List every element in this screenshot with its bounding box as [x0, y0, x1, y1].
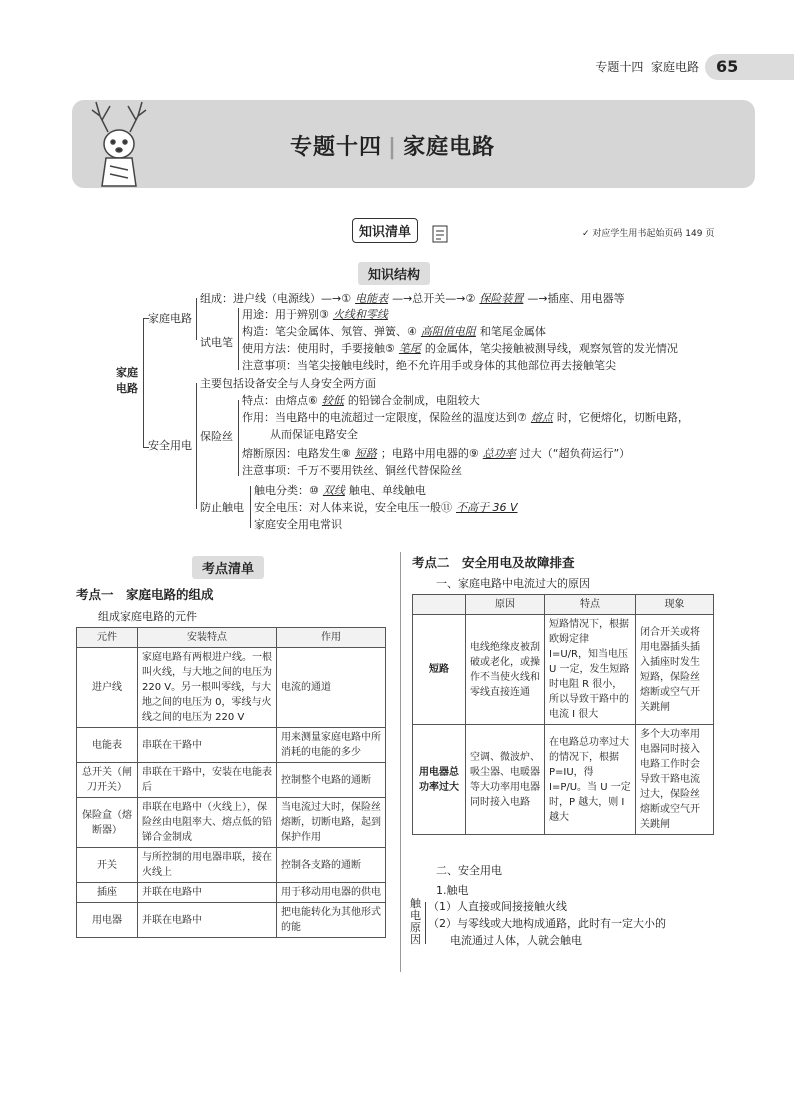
- tree-safety: 安全用电: [148, 439, 192, 452]
- brace-line: [196, 298, 197, 340]
- table-cell: 保险盒（熔断器）: [77, 798, 138, 848]
- table-row: [413, 615, 714, 725]
- table-row: [77, 728, 386, 763]
- chapter-number: 专题十四: [290, 135, 383, 160]
- table-row: [77, 848, 386, 883]
- table-row: [77, 798, 386, 848]
- chapter-name: 家庭电路: [403, 135, 496, 160]
- page-reference-text: 对应学生用书起始页码 149 页: [592, 229, 715, 239]
- tree-fuse-role-cont: 从而保证电路安全: [270, 428, 358, 441]
- tree-tester-use: 用途：用于辨别③ 火线和零线: [242, 308, 388, 321]
- page-reference-note: [582, 226, 714, 239]
- point1-heading: 考点一 家庭电路的组成: [76, 587, 214, 602]
- tree-tester: 试电笔: [200, 336, 233, 349]
- column-header: 作用: [277, 628, 386, 648]
- column-header: 元件: [77, 628, 138, 648]
- table-cell: 用电器: [77, 903, 138, 938]
- table-cell: 用来测量家庭电路中所消耗的电能的多少: [277, 728, 386, 763]
- brace-line: [238, 400, 239, 476]
- point2-heading: 考点二 安全用电及故障排查: [412, 555, 575, 570]
- table-cell: 进户线: [77, 648, 138, 728]
- table-cell: 当电流过大时，保险丝熔断，切断电路，起到保护作用: [277, 798, 386, 848]
- table-cell: 空调、微波炉、吸尘器、电暖器等大功率用电器同时接入电路: [466, 725, 545, 835]
- deer-mascot-icon: [80, 94, 160, 194]
- shock-cause-2-cont: 电流通过人体，人就会触电: [450, 934, 582, 947]
- tree-fuse-feature: 特点：由熔点⑥ 较低 的铅锑合金制成，电阻较大: [242, 394, 480, 407]
- table-cell: 用电器总功率过大: [413, 725, 466, 835]
- notebook-icon: [430, 224, 452, 244]
- components-table: [76, 627, 386, 938]
- table-cell: 用于移动用电器的供电: [277, 883, 386, 903]
- tree-root: 家庭电路: [116, 366, 138, 395]
- brace-line: [196, 383, 197, 509]
- tree-composition: 组成：进户线（电源线）—→① 电能表 —→总开关—→② 保险装置 —→插座、用电器等: [200, 292, 625, 305]
- table-row: [77, 648, 386, 728]
- table-row: [77, 883, 386, 903]
- tree-common-sense: 家庭安全用电常识: [254, 518, 342, 531]
- running-header: [595, 58, 699, 75]
- brace-line: [250, 486, 251, 528]
- tree-tester-caution: 注意事项：当笔尖接触电线时，绝不允许用手或身体的其他部位再去接触笔尖: [242, 359, 616, 372]
- table-cell: 串联在电路中（火线上），保险丝由电阻率大、熔点低的铅锑合金制成: [138, 798, 277, 848]
- table-cell: 并联在电路中: [138, 903, 277, 938]
- sub-heading-2: 二、安全用电: [436, 864, 502, 877]
- column-divider: [400, 552, 401, 972]
- table-cell: 短路情况下，根据欧姆定律 I=U/R，知当电压 U 一定，发生短路时电阻 R 很小，所以导致干路中的电流 I 很大: [545, 615, 636, 725]
- column-header: 安装特点: [138, 628, 277, 648]
- tree-fuse-blow: 熔断原因：电路发生⑧ 短路 ；电路中用电器的⑨ 总功率 过大（“超负荷运行”）: [242, 447, 631, 460]
- tree-fuse-caution: 注意事项：千万不要用铁丝、铜丝代替保险丝: [242, 464, 462, 477]
- column-header: 现象: [636, 595, 714, 615]
- table-cell: 总开关（闸刀开关）: [77, 763, 138, 798]
- check-icon: ✓: [582, 229, 590, 239]
- diagonal-header-cell: [413, 595, 466, 615]
- header-title: 家庭电路: [650, 60, 699, 74]
- table-cell: 串联在干路中: [138, 728, 277, 763]
- table-cell: 电能表: [77, 728, 138, 763]
- tree-tester-build: 构造：笔尖金属体、氖管、弹簧、④ 高阻值电阻 和笔尾金属体: [242, 325, 546, 338]
- table-cell: 控制各支路的通断: [277, 848, 386, 883]
- sub-heading-2-1: 1.触电: [436, 884, 469, 897]
- header-chapter: 专题十四: [595, 60, 644, 74]
- table-row: [413, 725, 714, 835]
- column-header: 特点: [545, 595, 636, 615]
- table-cell: 闭合开关或将用电器插头插入插座时发生短路，保险丝熔断或空气开关跳闸: [636, 615, 714, 725]
- tree-fuse: 保险丝: [200, 430, 233, 443]
- knowledge-structure-title: 知识结构: [358, 262, 430, 285]
- tree-shock-prevention: 防止触电: [200, 501, 244, 514]
- column-header: 原因: [466, 595, 545, 615]
- table-cell: 家庭电路有两根进户线。一根叫火线，与大地之间的电压为 220 V。另一根叫零线，与大地之间的电压为 0，零线与火线之间的电压为 220 V: [138, 648, 277, 728]
- table-cell: 与所控制的用电器串联，接在火线上: [138, 848, 277, 883]
- tree-fuse-role: 作用：当电路中的电流超过一定限度，保险丝的温度达到⑦ 熔点 时，它便熔化，切断电路，: [242, 411, 689, 424]
- overcurrent-table: [412, 594, 714, 835]
- table-cell: 多个大功率用电器同时接入电路工作时会导致干路电流过大，保险丝熔断或空气开关跳闸: [636, 725, 714, 835]
- table-header-row: [413, 595, 714, 615]
- brace-line: [238, 308, 239, 370]
- table-cell: 在电路总功率过大的情况下，根据 P=IU，得 I=P/U。当 U 一定时，P 越大，则 I 越大: [545, 725, 636, 835]
- brace-line: [143, 318, 144, 448]
- page-number: 65: [716, 57, 739, 76]
- table-cell: 插座: [77, 883, 138, 903]
- table-row: [77, 763, 386, 798]
- knowledge-list-tag: 知识清单: [352, 218, 418, 243]
- table-header-row: [77, 628, 386, 648]
- table-cell: 并联在电路中: [138, 883, 277, 903]
- table1-title: 组成家庭电路的元件: [98, 610, 197, 623]
- tree-tester-method: 使用方法：使用时，手要接触⑤ 笔尾 的金属体，笔尖接触被测导线，观察氖管的发光情况: [242, 342, 678, 355]
- table-row: [77, 903, 386, 938]
- sub-heading-1: 一、家庭电路中电流过大的原因: [436, 577, 590, 590]
- table-cell: 电线绝缘皮被刮破或老化，或操作不当使火线和零线直接连通: [466, 615, 545, 725]
- table-cell: 串联在干路中，安装在电能表后: [138, 763, 277, 798]
- table-cell: 短路: [413, 615, 466, 725]
- tree-circuit: 家庭电路: [148, 312, 192, 325]
- brace-line: [425, 902, 426, 944]
- exam-list-tag: 考点清单: [192, 556, 264, 579]
- shock-cause-1: （1）人直接或间接接触火线: [428, 900, 567, 913]
- table-cell: 电流的通道: [277, 648, 386, 728]
- tree-safe-voltage: 安全电压：对人体来说，安全电压一般⑪ 不高于 36 V: [254, 501, 518, 514]
- tree-shock-type: 触电分类：⑩ 双线 触电、单线触电: [254, 484, 426, 497]
- table-cell: 控制整个电路的通断: [277, 763, 386, 798]
- shock-cause-2: （2）与零线或大地构成通路，此时有一定大小的: [428, 917, 666, 930]
- tree-safety-main: 主要包括设备安全与人身安全两方面: [200, 377, 376, 390]
- table-cell: 把电能转化为其他形式的能: [277, 903, 386, 938]
- shock-cause-label: 触电原因: [410, 897, 421, 946]
- table-cell: 开关: [77, 848, 138, 883]
- chapter-title: 专题十四 | 家庭电路: [290, 135, 496, 160]
